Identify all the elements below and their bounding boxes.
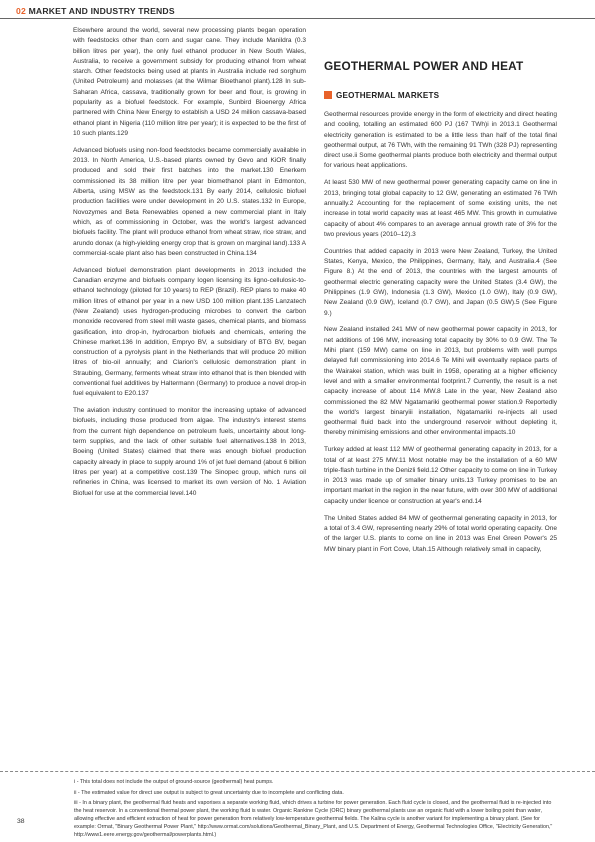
paragraph: New Zealand installed 241 MW of new geothermal power capacity in 2013, for net additions of 196 MW, increasing total capacity by 30% to 0.9 GW. The Te Mihi plant (159 MW) came on line in 2013, but problems with well pumps delayed full commissioning into 2014.6 Te Mihi will eventually replace parts of the Wairakei station, which was built in 1958, operating at a higher efficiency level and with a smaller environmental footprint.7 Currently, the result is a net capacity increase of about 114 MW.8 Late in the year, New Zealand also commissioned the 82 MW Ngatamariki geothermal power station.9 Reportedly the world's largest binaryiii installation, Ngatamariki re-injects all used geothermal fluid back into the underground reservoir without depleting it, thereby minimising emissions and other environmental impacts.10 bbox=[324, 326, 557, 437]
section-number: 02 bbox=[16, 6, 26, 16]
footnote: ii - The estimated value for direct use output is subject to great uncertainty due to incomplete and conflicting data. bbox=[74, 789, 344, 796]
section-title: MARKET AND INDUSTRY TRENDS bbox=[28, 6, 175, 16]
footnote: iii - In a binary plant, the geothermal fluid heats and vaporises a separate working fluid, which drives a turbine for power generation. Each fluid cycle is closed, and the geothermal fluid is re-injected into the heat reservoir. In a conventional thermal power plant, the working fluid is water. Organic Rankine Cycle (ORC) binary geothermal plants use an organic fluid with a lower boiling point than water, allowing effective and efficient extraction of heat for power generation from relatively low-temperature geothermal fields. The Kalina cycle is another variant for implementing a binary plant. (See for example: Ormat, "Binary Geothermal Power Plant," http://www.ormat.com/solutions/Geothermal_Binary_Plant, and U.S. Department of Energy, Geothermal Technologies Office, "Electricity Generation," http://www1.eere.energy.gov/geothermal/powerplants.html.) bbox=[74, 800, 553, 838]
orange-square-icon bbox=[324, 91, 332, 99]
paragraph: Elsewhere around the world, several new processing plants began operation with feedstocks other than corn and sugar cane. They include Manildra (0.3 billion litres per year), the only fuel ethanol producer in New South Wales, Australia, to receive a government subsidy for producing ethanol from wheat starch. Other feedstocks being used at plants in Australia include red sorghum (United Petroleum) and molasses (at the Wilmar Bioethanol plant).128 In sub-Saharan Africa, cassava, traditionally grown for beer and flour, is growing in popularity as a biofuel feedstock. For example, Sunbird Bioenergy Africa partnered with China New Energy to establish a USD 24 million cassava-based ethanol plant in Nigeria (110 million litre per year); it is expected to be the first of 10 such plants.129 bbox=[73, 27, 306, 137]
page-number: 38 bbox=[17, 818, 25, 825]
header-rule bbox=[0, 18, 595, 19]
section-header bbox=[16, 6, 175, 16]
paragraph: The United States added 84 MW of geothermal generating capacity in 2013, for a total of 3.4 GW, representing nearly 29% of total world operating capacity. One of the larger U.S. plants to come on line in 2013 was Enel Green Power's 25 MW binary plant in Fort Cove, Utah.15 Although relatively small in capacity, bbox=[324, 514, 557, 553]
left-column bbox=[73, 26, 306, 505]
paragraph: At least 530 MW of new geothermal power generating capacity came on line in 2013, bringing total global capacity to 12 GW, generating an estimated 76 TWh annually.2 Accounting for the replacement of some existing units, the net increase in total world capacity was at least 465 MW. This growth in cumulative capacity of about 4% compares to an average annual growth rate of 3% for the two previous years (2010–12).3 bbox=[324, 179, 557, 238]
footnotes bbox=[74, 778, 557, 842]
paragraph: Countries that added capacity in 2013 were New Zealand, Turkey, the United States, Kenya, Mexico, the Philippines, Germany, Italy, and Australia.4 (See Figure 8.) At the end of 2013, the countries with the largest amounts of geothermal electric generating capacity were the United States (3.4 GW), the Philippines (1.9 GW), Indonesia (1.3 GW), Mexico (1.0 GW), Italy (0.9 GW), New Zealand (0.9 GW), Iceland (0.7 GW), and Japan (0.5 GW).5 (See Figure 9.) bbox=[324, 247, 557, 317]
subsection-heading bbox=[324, 91, 439, 100]
paragraph: Advanced biofuels using non-food feedstocks became commercially available in 2013. In North America, U.S.-based plants owned by Gevo and KiOR finally produced and sold their first batches into the market.130 Enerkem commissioned its 38 million litre per year biomethanol plant in Edmonton, Alberta, using MSW as the feedstock.131 By early 2014, cellulosic biofuel production facilities were under development in 20 U.S. states.132 In Europe, Novozymes and Beta Renewables opened a new commercial plant in Italy which, as of commissioning in October, was the world's largest advanced biofuels facility. The plant will produce ethanol from wheat straw, rice straw, and arundo donax (a high-yielding energy crop that is grown on marginal land).133 A commercial-scale plant also has been constructed in China.134 bbox=[73, 146, 306, 257]
footnote: i - This total does not include the output of ground-source (geothermal) heat pumps. bbox=[74, 779, 274, 785]
right-column bbox=[324, 110, 557, 561]
paragraph: The aviation industry continued to monitor the increasing uptake of advanced biofuels, including those produced from algae. The industry's interest stems from the current high dependence on petroleum fuels, uncertainty about long-term supplies, and the lack of other suitable fuel alternatives.138 In 2013, Boeing (United States) claimed that there was enough biofuel production capacity already in place to supply around 1% of jet fuel demand (about 6 billion litres per year) at a competitive cost.139 The Sinopec group, which runs oil refineries in China, was licensed to market its own version of No. 1 Aviation Biofuel for use at the commercial level.140 bbox=[73, 407, 306, 497]
subsection-heading-text: GEOTHERMAL MARKETS bbox=[336, 91, 440, 100]
section-heading: GEOTHERMAL POWER AND HEAT bbox=[324, 59, 524, 73]
paragraph: Geothermal resources provide energy in the form of electricity and direct heating and cooling, totalling an estimated 600 PJ (167 TWh)i in 2013.1 Geothermal electricity generation is estimated to be a little less than half of the total final geothermal output, at 76 TWh, with the remaining 91 TWh (328 PJ) representing direct use.ii Some geothermal plants produce both electricity and thermal output for various heat applications. bbox=[324, 111, 557, 170]
paragraph: Turkey added at least 112 MW of geothermal generating capacity in 2013, for a total of at least 275 MW.11 Most notable may be the installation of a 60 MW triple-flash turbine in the Denizli field.12 Other capacity to come on line in Turkey in 2013 was made up of smaller binary units.13 Turkey promises to be an important market in the region in the near future, with over 300 MW of additional capacity under licence or construction at year's end.14 bbox=[324, 446, 557, 505]
footnote-divider bbox=[0, 771, 595, 772]
paragraph: Advanced biofuel demonstration plant developments in 2013 included the Canadian enzyme and biofuels company Iogen licensing its ligno-cellulosic-to-ethanol technology (piloted for 10 years) to REP (Brazil). REP plans to make 40 million litres of ethanol per year in a new USD 100 million plant.135 Lanzatech (New Zealand) uses hydrogen-producing microbes to convert the carbon monoxide recovered from steel mill waste gases, chemical plants, and biomass gasification, into drop-in, hydrocarbon biofuels and chemicals, entering the Chinese market.136 In addition, Empryo BV, a subsidiary of BTG BV, began construction of a pyrolysis plant in the Netherlands that will produce 20 million litres of bio-oil annually; and Clarion's cellulosic demonstration plant in Straubing, Germany, ferments wheat straw into ethanol that is then blended with conventional fuel additives by Haltermann (Germany) to produce a novel drop-in fuel equivalent to E20.137 bbox=[73, 266, 306, 398]
